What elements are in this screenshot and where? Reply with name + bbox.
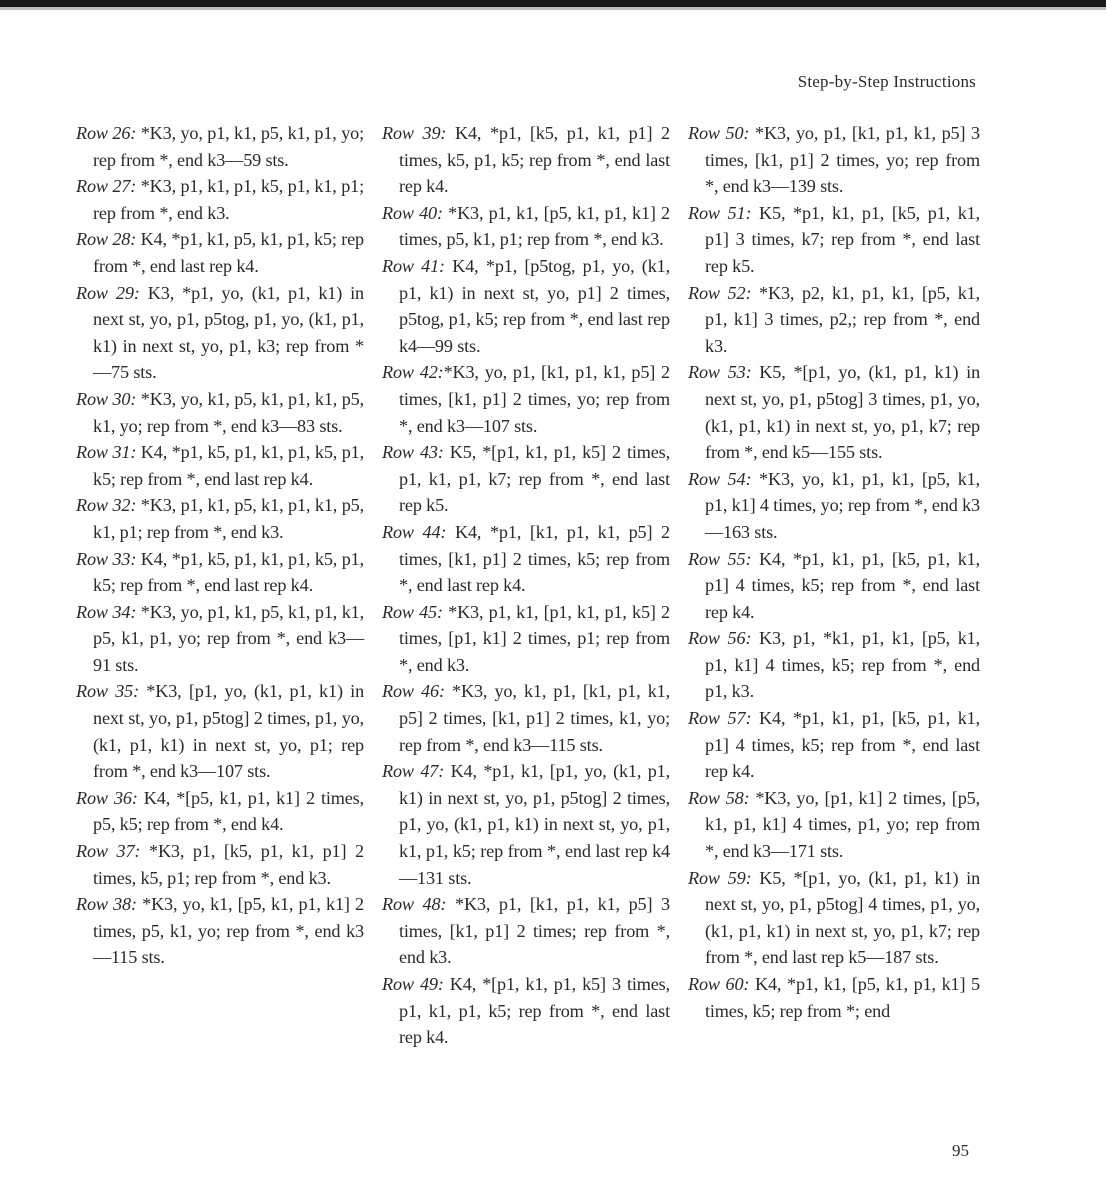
row-instruction	[76, 120, 364, 173]
running-head: Step-by-Step Instructions	[797, 72, 976, 91]
row-label: Row 53:	[688, 362, 752, 383]
row-text: *K3, yo, p1, [k1, p1, k1, p5] 3 times, [k1, p1] 2 times, yo; rep from *, end k3—139 sts.	[705, 123, 980, 197]
row-text: K4, *p1, [k1, p1, k1, p5] 2 times, [k1, p1] 2 times, k5; rep from *, end last rep k4.	[399, 521, 670, 596]
row-label: Row 58:	[688, 787, 750, 808]
row-instruction	[688, 359, 980, 465]
row-text: *K3, [p1, yo, (k1, p1, k1) in next st, yo, p1, p5tog] 2 times, p1, yo, (k1, p1, k1) in next st, yo, p1; rep from *, end k3—107 sts.	[93, 681, 365, 782]
row-label: Row 36:	[76, 787, 138, 808]
row-instruction	[76, 386, 364, 439]
row-label: Row 45:	[382, 601, 443, 622]
row-instruction	[76, 439, 364, 492]
row-text: K4, *p1, k5, p1, k1, p1, k5, p1, k5; rep from *, end last rep k4.	[93, 548, 365, 596]
row-text: *K3, p1, k1, [p5, k1, p1, k1] 2 times, p5, k1, p1; rep from *, end k3.	[399, 202, 670, 250]
row-instruction	[76, 678, 364, 784]
row-instruction	[76, 838, 364, 891]
row-instruction	[382, 758, 670, 891]
row-instruction	[76, 226, 364, 279]
row-label: Row 38:	[76, 894, 137, 915]
row-text: K4, *p1, [k5, p1, k1, p1] 2 times, k5, p1, k5; rep from *, end last rep k4.	[399, 123, 670, 197]
row-instruction	[382, 519, 670, 599]
row-label: Row 60:	[688, 974, 750, 994]
row-label: Row 49:	[382, 974, 444, 994]
row-instruction	[76, 173, 364, 226]
row-label: Row 46:	[382, 681, 445, 702]
row-label: Row 31:	[76, 442, 137, 463]
row-instruction	[688, 625, 980, 705]
row-text: *K3, yo, k1, p1, k1, [p5, k1, p1, k1] 4 times, yo; rep from *, end k3—163 sts.	[705, 468, 980, 542]
row-instruction	[382, 678, 670, 758]
row-instruction	[382, 253, 670, 359]
row-text: K4, *p1, k1, [p1, yo, (k1, p1, k1) in next st, yo, p1, p5tog] 2 times, p1, yo, (k1, p1, k1) in next st, yo, p1, k1, p1, k5; rep from *, end last rep k4—131 sts.	[399, 761, 670, 888]
row-text: *K3, yo, k1, p5, k1, p1, k1, p5, k1, yo; rep from *, end k3—83 sts.	[93, 388, 365, 436]
row-text: K3, p1, *k1, p1, k1, [p5, k1, p1, k1] 4 times, k5; rep from *, end p1, k3.	[705, 628, 980, 702]
row-text: *K3, yo, p1, [k1, p1, k1, p5] 2 times, [k1, p1] 2 times, yo; rep from *, end k3—107 sts.	[399, 362, 670, 436]
row-text: *K3, yo, k1, [p5, k1, p1, k1] 2 times, p5, k1, yo; rep from *, end k3—115 sts.	[93, 894, 364, 968]
row-text: *K3, p1, k1, p1, k5, p1, k1, p1; rep from *, end k3.	[93, 176, 364, 223]
row-text: *K3, yo, [p1, k1] 2 times, [p5, k1, p1, k1] 4 times, p1, yo; rep from *, end k3—171 sts.	[705, 787, 980, 862]
row-instruction	[688, 971, 980, 1024]
row-text: K4, *p1, k5, p1, k1, p1, k5, p1, k5; rep from *, end last rep k4.	[93, 442, 365, 489]
row-label: Row 29:	[76, 282, 140, 303]
row-instruction	[688, 200, 980, 280]
row-instruction	[688, 785, 980, 865]
row-label: Row 28:	[76, 229, 137, 250]
row-text: K4, *p1, k1, p5, k1, p1, k5; rep from *, end last rep k4.	[93, 229, 365, 276]
row-label: Row 56:	[688, 628, 752, 649]
row-label: Row 42:	[382, 362, 444, 383]
row-text: *K3, p1, [k5, p1, k1, p1] 2 times, k5, p1; rep from *, end k3.	[93, 841, 364, 888]
row-instruction	[382, 120, 670, 200]
row-instruction	[76, 492, 364, 545]
row-label: Row 55:	[688, 548, 752, 569]
row-instruction	[688, 865, 980, 971]
row-label: Row 51:	[688, 202, 752, 223]
row-instruction	[688, 546, 980, 626]
row-label: Row 40:	[382, 202, 443, 223]
top-border-rule	[0, 0, 1106, 7]
row-instruction	[382, 599, 670, 679]
row-instruction	[688, 280, 980, 360]
row-instruction	[76, 891, 364, 971]
row-label: Row 34:	[76, 601, 137, 622]
row-instruction	[382, 439, 670, 519]
row-text: *K3, yo, p1, k1, p5, k1, p1, k1, p5, k1, p1, yo; rep from *, end k3—91 sts.	[93, 601, 365, 675]
row-text: *K3, yo, p1, k1, p5, k1, p1, yo; rep from *, end k3—59 sts.	[93, 123, 364, 170]
row-label: Row 39:	[382, 123, 447, 143]
row-instruction	[688, 120, 980, 200]
page-number: 95	[952, 1141, 969, 1160]
row-label: Row 48:	[382, 894, 447, 915]
row-text: K4, *p1, k1, p1, [k5, p1, k1, p1] 4 times, k5; rep from *, end last rep k4.	[705, 708, 980, 782]
row-instruction	[76, 785, 364, 838]
row-label: Row 52:	[688, 282, 752, 303]
row-label: Row 43:	[382, 442, 444, 463]
row-instruction	[382, 891, 670, 971]
row-instruction	[382, 971, 670, 1051]
row-text: K4, *p1, k1, [p5, k1, p1, k1] 5 times, k5; rep from *; end	[705, 974, 980, 1021]
instruction-column-2	[382, 120, 670, 1051]
row-label: Row 59:	[688, 867, 752, 888]
row-instruction	[382, 359, 670, 439]
row-label: Row 37:	[76, 841, 141, 862]
row-label: Row 47:	[382, 761, 445, 782]
instruction-column-3	[688, 120, 980, 1024]
row-text: K3, *p1, yo, (k1, p1, k1) in next st, yo, p1, p5tog, p1, yo, (k1, p1, k1) in next st, yo, p1, k3; rep from *—75 sts.	[93, 282, 365, 383]
row-text: K4, *p1, [p5tog, p1, yo, (k1, p1, k1) in next st, yo, p1] 2 times, p5tog, p1, k5; rep from *, end last rep k4—99 sts.	[399, 255, 670, 356]
row-text: *K3, p2, k1, p1, k1, [p5, k1, p1, k1] 3 times, p2,; rep from *, end k3.	[705, 282, 980, 356]
row-instruction	[382, 200, 670, 253]
row-label: Row 44:	[382, 521, 447, 542]
row-label: Row 54:	[688, 468, 752, 489]
row-instruction	[688, 466, 980, 546]
row-text: K4, *[p5, k1, p1, k1] 2 times, p5, k5; rep from *, end k4.	[93, 787, 364, 835]
row-label: Row 26:	[76, 123, 137, 143]
row-label: Row 57:	[688, 708, 752, 729]
row-text: *K3, yo, k1, p1, [k1, p1, k1, p5] 2 times, [k1, p1] 2 times, k1, yo; rep from *, end k3—115 sts.	[399, 681, 670, 755]
row-text: *K3, p1, k1, p5, k1, p1, k1, p5, k1, p1; rep from *, end k3.	[93, 495, 365, 542]
row-text: K5, *p1, k1, p1, [k5, p1, k1, p1] 3 times, k7; rep from *, end last rep k5.	[705, 202, 980, 276]
row-label: Row 30:	[76, 388, 137, 409]
row-text: *K3, p1, [k1, p1, k1, p5] 3 times, [k1, p1] 2 times; rep from *, end k3.	[399, 894, 670, 968]
instruction-column-1	[76, 120, 364, 971]
row-instruction	[76, 599, 364, 679]
row-text: K5, *[p1, yo, (k1, p1, k1) in next st, yo, p1, p5tog] 4 times, p1, yo, (k1, p1, k1) in next st, yo, p1, k7; rep from *, end last rep k5—187 sts.	[705, 867, 981, 968]
row-label: Row 35:	[76, 681, 139, 702]
row-label: Row 33:	[76, 548, 137, 569]
row-text: K5, *[p1, k1, p1, k5] 2 times, p1, k1, p1, k7; rep from *, end last rep k5.	[399, 442, 670, 516]
row-label: Row 50:	[688, 123, 750, 143]
row-label: Row 27:	[76, 176, 137, 197]
row-text: K4, *p1, k1, p1, [k5, p1, k1, p1] 4 times, k5; rep from *, end last rep k4.	[705, 548, 980, 622]
row-label: Row 41:	[382, 255, 445, 276]
row-instruction	[76, 280, 364, 386]
row-text: K4, *[p1, k1, p1, k5] 3 times, p1, k1, p1, k5; rep from *, end last rep k4.	[399, 974, 670, 1048]
row-instruction	[76, 546, 364, 599]
row-instruction	[688, 705, 980, 785]
row-label: Row 32:	[76, 495, 137, 516]
row-text: *K3, p1, k1, [p1, k1, p1, k5] 2 times, [p1, k1] 2 times, p1; rep from *, end k3.	[399, 601, 670, 675]
top-border-shadow	[0, 7, 1106, 10]
row-text: K5, *[p1, yo, (k1, p1, k1) in next st, yo, p1, p5tog] 3 times, p1, yo, (k1, p1, k1) in next st, yo, p1, k7; rep from *, end k5—155 sts.	[705, 362, 981, 463]
